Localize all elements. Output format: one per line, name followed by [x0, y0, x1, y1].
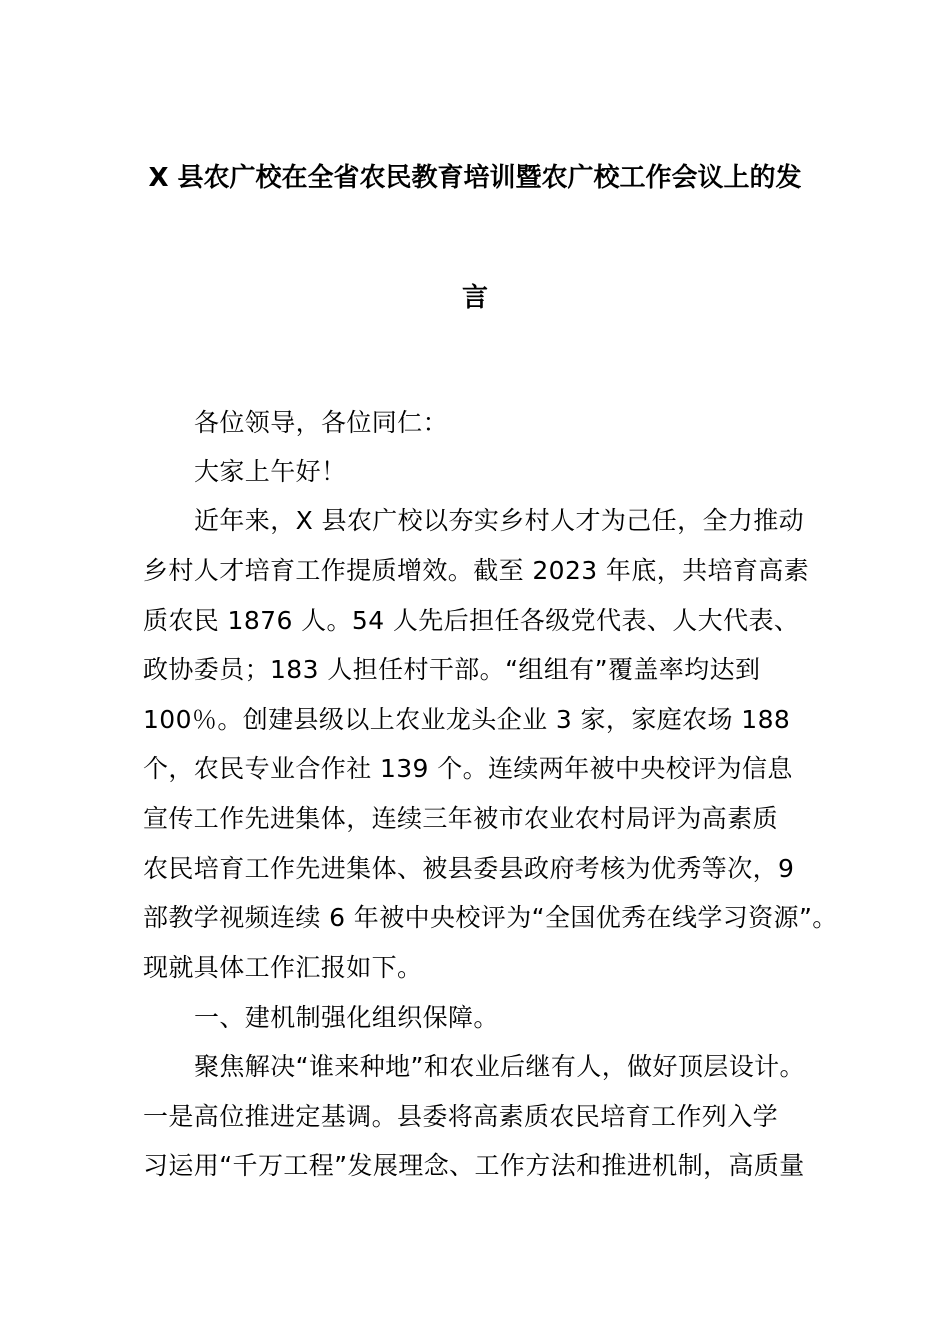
paragraph-line: 近年来，X 县农广校以夯实乡村人才为己任，全力推动	[194, 506, 805, 535]
paragraph-line: 个，农民专业合作社 139 个。连续两年被中央校评为信息	[143, 754, 793, 783]
salutation: 各位领导，各位同仁：	[194, 408, 449, 437]
paragraph-line: 习运用“千万工程”发展理念、工作方法和推进机制，高质量	[143, 1151, 805, 1180]
paragraph-line: 乡村人才培育工作提质增效。截至 2023 年底，共培育高素	[143, 556, 810, 585]
paragraph-line: 聚焦解决“谁来种地”和农业后继有人，做好顶层设计。	[194, 1052, 805, 1081]
paragraph-line: 农民培育工作先进集体、被县委县政府考核为优秀等次，9	[143, 854, 795, 883]
paragraph-line: 质农民 1876 人。54 人先后担任各级党代表、人大代表、	[143, 606, 800, 635]
paragraph-line: 100％。创建县级以上农业龙头企业 3 家，家庭农场 188	[143, 705, 791, 734]
section-heading: 一、建机制强化组织保障。	[194, 1003, 499, 1032]
paragraph-line: 现就具体工作汇报如下。	[143, 953, 423, 982]
paragraph-line: 宣传工作先进集体，连续三年被市农业农村局评为高素质	[143, 804, 779, 833]
paragraph-line: 政协委员；183 人担任村干部。“组组有”覆盖率均达到	[143, 655, 761, 684]
paragraph-line: 部教学视频连续 6 年被中央校评为“全国优秀在线学习资源”。	[143, 903, 838, 932]
paragraph-line: 一是高位推进定基调。县委将高素质农民培育工作列入学	[143, 1102, 779, 1131]
document-title-line-1: X 县农广校在全省农民教育培训暨农广校工作会议上的发	[148, 163, 802, 193]
greeting: 大家上午好！	[194, 457, 347, 486]
document-title-line-2: 言	[461, 283, 488, 313]
